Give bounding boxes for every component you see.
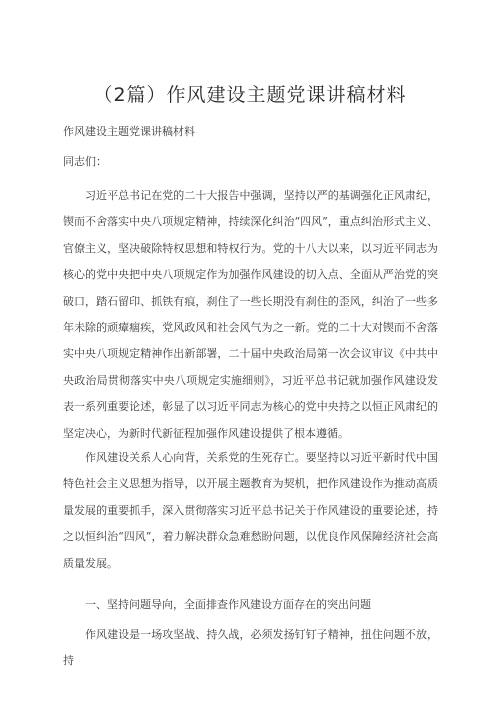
document-title: （2篇）作风建设主题党课讲稿材料 (93, 84, 407, 106)
section-heading: 一、坚持问题导向，全面排查作风建设方面存在的突出问题 (85, 598, 371, 611)
paragraph: 作风建设是一场攻坚战、持久战，必须发扬钉钉子精神，扭住问题不放，持 (63, 628, 438, 668)
document-subtitle: 作风建设主题党课讲稿材料 (63, 125, 195, 138)
paragraph: 作风建设关系人心向背，关系党的生死存亡。要坚持以习近平新时代中国特色社会主义思想为指导，以开展主题教育为契机，把作风建设作为推动高质量发展的重要抓手，深入贯彻落实习近平总书记关于作风建设的重要论述，持之以恒纠治“四风”，着力解决群众急难愁盼问题，以优良作风保障经济社会高质量发展。 (63, 451, 438, 570)
paragraph: 习近平总书记在党的二十大报告中强调，坚持以严的基调强化正风肃纪，锲而不舍落实中央八项规定精神，持续深化纠治“四风”，重点纠治形式主义、官僚主义，坚决破除特权思想和特权行为。党的十八大以来，以习近平同志为核心的党中央把中央八项规定作为加强作风建设的切入点、全面从严治党的突破口，踏石留印、抓铁有痕，刹住了一些长期没有刹住的歪风，纠治了一些多年未除的顽瘴痼疾，党风政风和社会风气为之一新。党的二十大对锲而不舍落实中央八项规定精神作出新部署，二十届中央政治局第一次会议审议《中共中央政治局贯彻落实中央八项规定实施细则》，习近平总书记就加强作风建设发表一系列重要论述，彰显了以习近平同志为核心的党中央持之以恒正风肃纪的坚定决心，为新时代新征程加强作风建设提供了根本遵循。 (63, 189, 438, 440)
salutation: 同志们： (63, 155, 107, 168)
